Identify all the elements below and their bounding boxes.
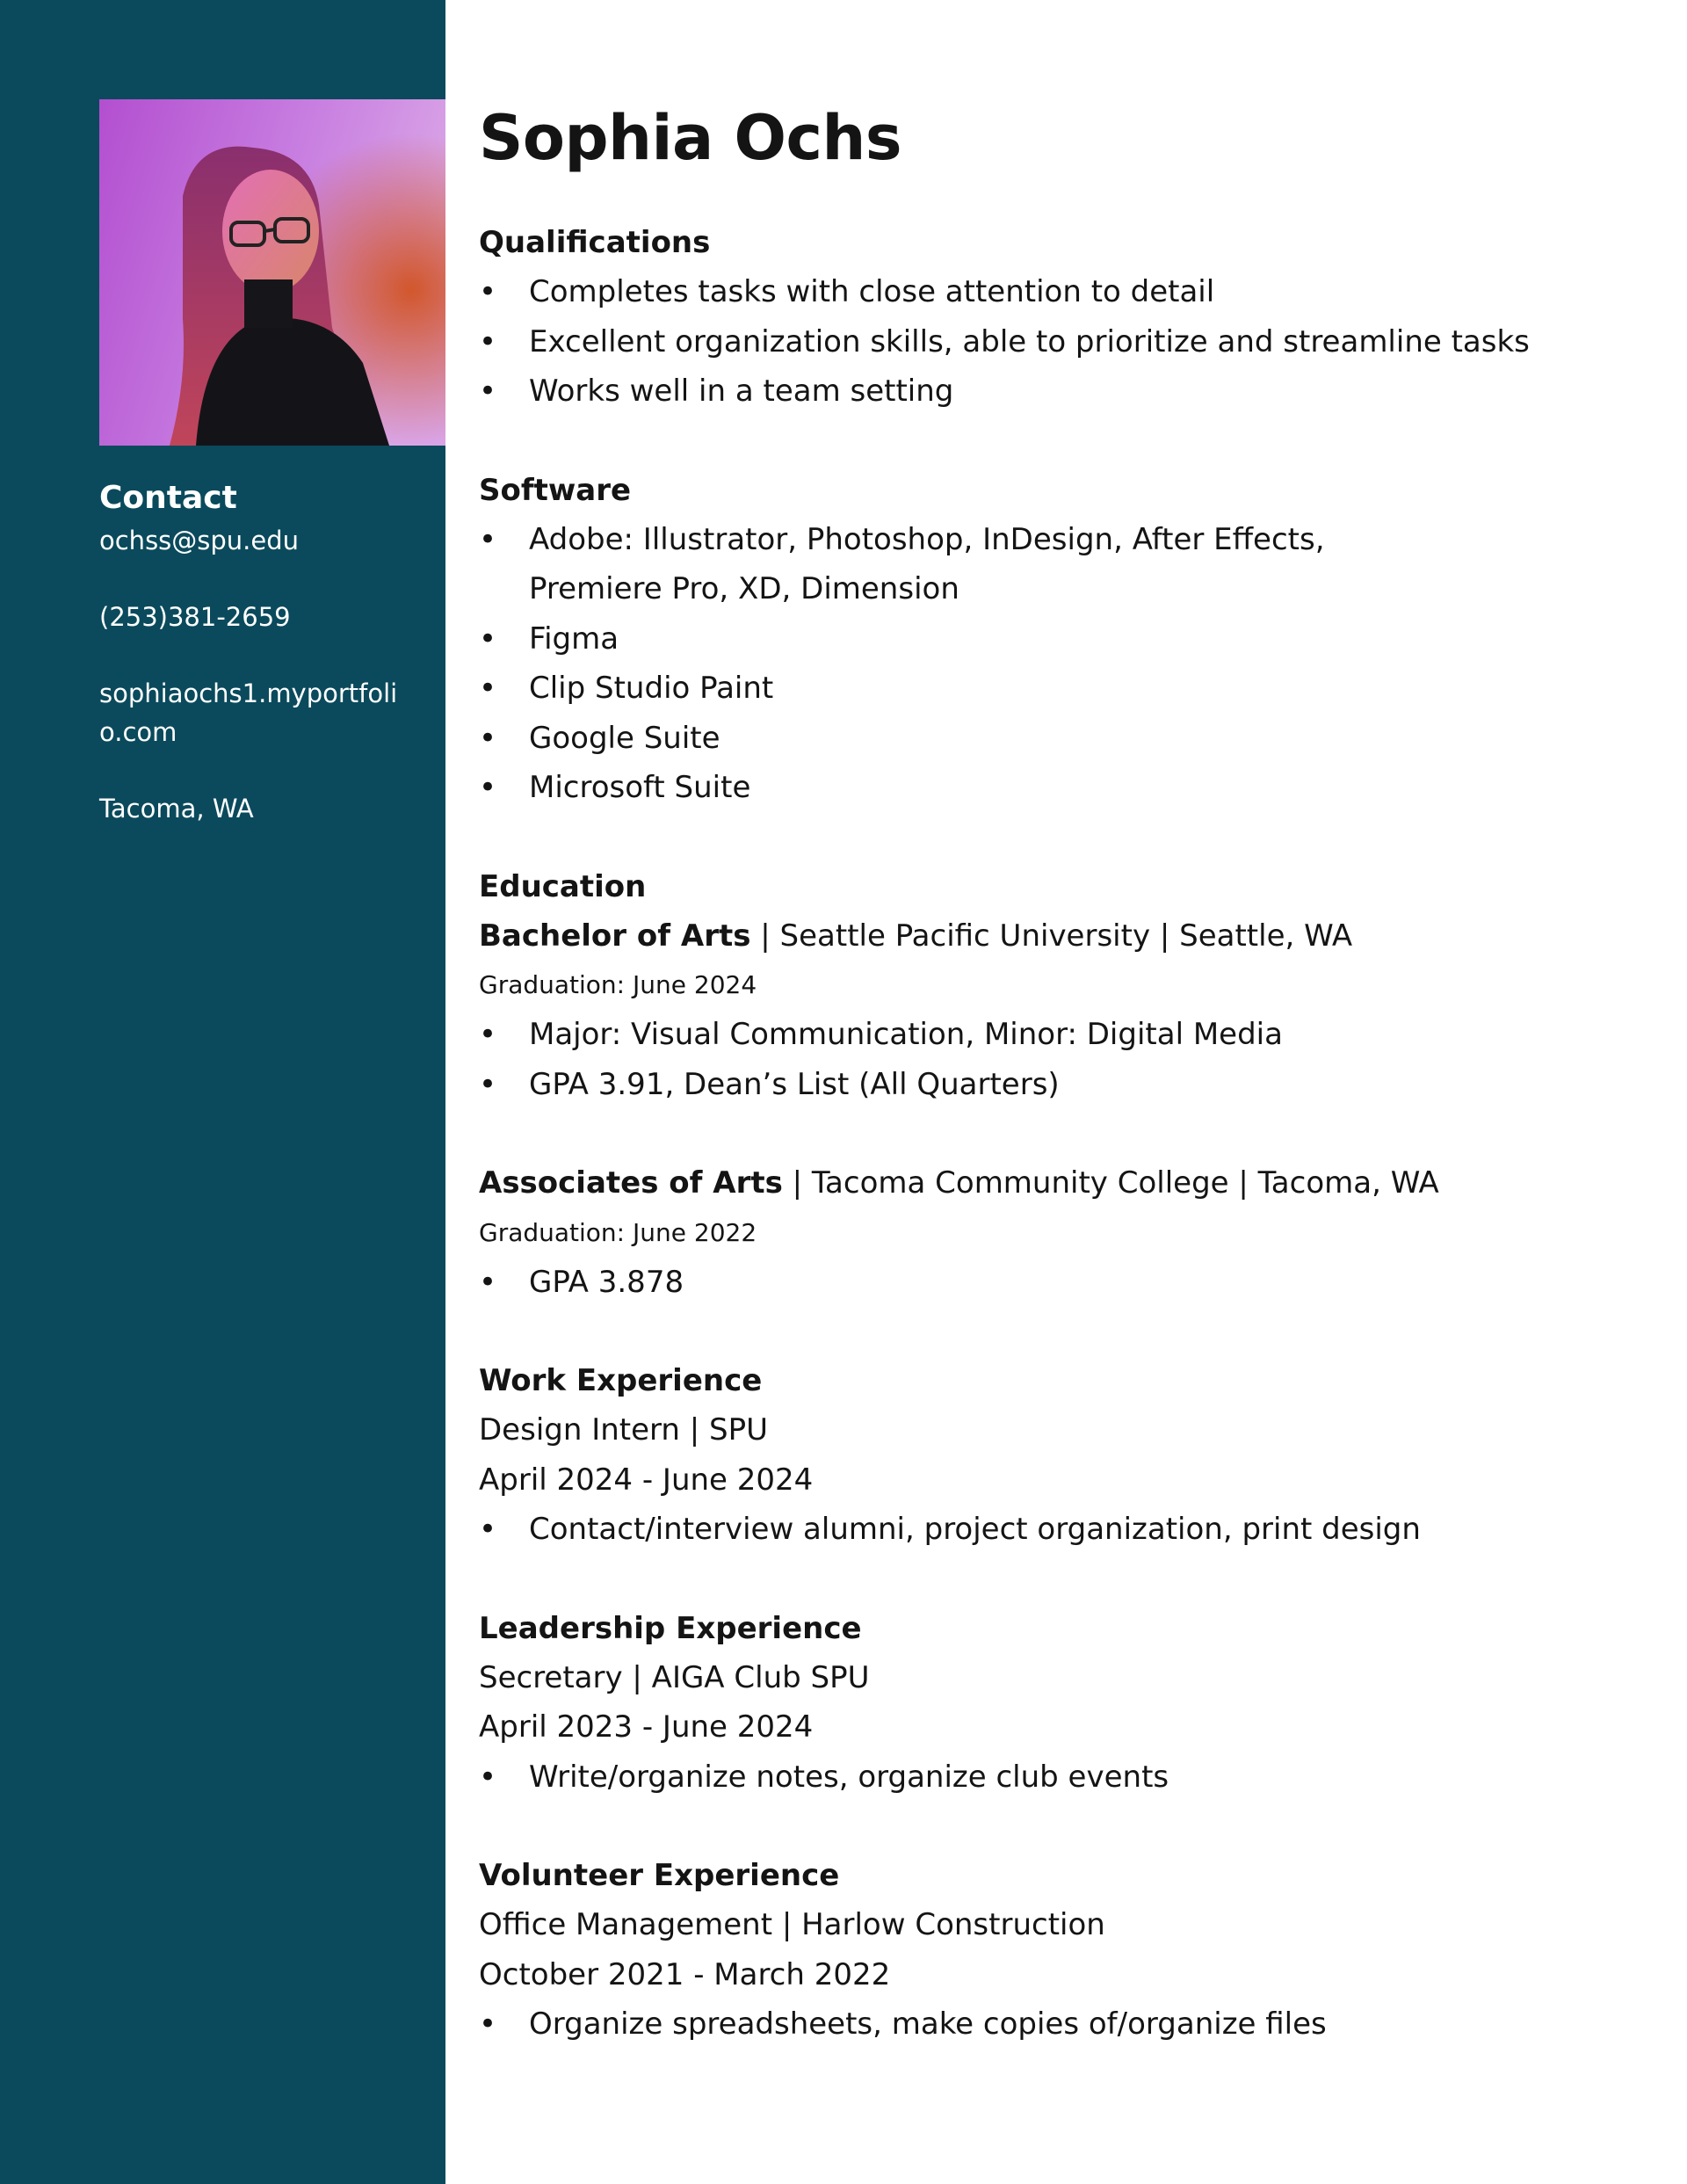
list-item [479, 267, 1656, 317]
section-title: Volunteer Experience [479, 1858, 840, 1893]
volunteer-list [479, 1999, 1656, 2050]
education-entry [479, 911, 1656, 1110]
list-item [479, 1505, 1656, 1555]
education-list [479, 1010, 1656, 1109]
work-section [479, 1356, 1656, 1555]
list-item-text: Major: Visual Communication, Minor: Digital Media [529, 1017, 1283, 1052]
bullet-icon: • [479, 374, 497, 409]
contact-phone[interactable]: (253)381-2659 [99, 602, 291, 632]
software-section [479, 466, 1656, 813]
role-line: Design Intern | SPU [479, 1412, 768, 1448]
degree-line [479, 1158, 1656, 1208]
graduation-date: Graduation: June 2022 [479, 1217, 757, 1247]
profile-photo [99, 99, 445, 446]
list-item-text: Google Suite [529, 720, 720, 756]
date-range: April 2024 - June 2024 [479, 1462, 814, 1498]
contact-location: Tacoma, WA [99, 794, 254, 824]
bullet-icon: • [479, 1759, 497, 1795]
date-range: April 2023 - June 2024 [479, 1709, 814, 1745]
list-item-text: Figma [529, 620, 619, 657]
list-item [479, 1999, 1656, 2050]
list-item-text: Completes tasks with close attention to detail [529, 274, 1215, 309]
education-list [479, 1258, 1656, 1308]
list-item-text: Write/organize notes, organize club events [529, 1759, 1169, 1795]
bullet-icon: • [479, 770, 497, 805]
list-item [479, 664, 1656, 714]
list-item [479, 614, 1656, 664]
list-item-text: GPA 3.878 [529, 1264, 684, 1300]
bullet-icon: • [479, 1264, 497, 1300]
resume-main [479, 98, 1656, 2099]
section-title: Work Experience [479, 1363, 763, 1398]
bullet-icon: • [479, 1066, 497, 1102]
portrait-image [99, 99, 445, 446]
contact-heading: Contact [99, 480, 237, 516]
section-title: Qualifications [479, 225, 711, 260]
list-item-text: Excellent organization skills, able to prioritize and streamline tasks [529, 323, 1530, 359]
list-item-text: Clip Studio Paint [529, 671, 774, 706]
list-item-text: Microsoft Suite [529, 770, 751, 805]
degree-name: Bachelor of Arts [479, 918, 751, 954]
section-title: Leadership Experience [479, 1610, 862, 1646]
bullet-icon: • [479, 323, 497, 359]
volunteer-section [479, 1851, 1656, 2050]
education-section [479, 862, 1656, 1308]
list-item [479, 714, 1656, 764]
bullet-icon: • [479, 1017, 497, 1052]
bullet-icon: • [479, 521, 497, 557]
resume-name: Sophia Ochs [479, 102, 902, 174]
list-item-text: Contact/interview alumni, project organization, print design [529, 1512, 1421, 1547]
software-list [479, 515, 1656, 813]
degree-name: Associates of Arts [479, 1165, 783, 1201]
section-title: Education [479, 868, 647, 904]
contact-email[interactable]: ochss@spu.edu [99, 526, 300, 555]
bullet-icon: • [479, 2006, 497, 2042]
leadership-list [479, 1752, 1656, 1803]
role-line: Secretary | AIGA Club SPU [479, 1659, 870, 1695]
list-item-text: Adobe: Illustrator, Photoshop, InDesign, After Effects, Premiere Pro, XD, Dimension [529, 521, 1325, 606]
degree-line [479, 911, 1656, 961]
section-title: Software [479, 472, 632, 508]
contact-block [99, 477, 433, 866]
list-item-text: Works well in a team setting [529, 374, 954, 409]
list-item [479, 366, 1656, 417]
bullet-icon: • [479, 671, 497, 706]
list-item [479, 1258, 1656, 1308]
qualifications-list [479, 267, 1656, 417]
bullet-icon: • [479, 1512, 497, 1547]
list-item [479, 515, 1372, 614]
list-item-text: Organize spreadsheets, make copies of/organize files [529, 2006, 1327, 2042]
degree-details: | Tacoma Community College | Tacoma, WA [782, 1165, 1439, 1201]
bullet-icon: • [479, 620, 497, 657]
sidebar [0, 0, 445, 2184]
role-line: Office Management | Harlow Construction [479, 1907, 1105, 1942]
list-item [479, 1010, 1656, 1060]
graduation-date: Graduation: June 2024 [479, 970, 757, 999]
contact-website[interactable]: sophiaochs1.myportfolio.com [99, 678, 398, 747]
qualifications-section [479, 218, 1656, 417]
work-list [479, 1505, 1656, 1555]
list-item [479, 1060, 1656, 1110]
list-item-text: GPA 3.91, Dean’s List (All Quarters) [529, 1066, 1060, 1102]
degree-details: | Seattle Pacific University | Seattle, WA [750, 918, 1353, 954]
list-item [479, 763, 1656, 813]
date-range: October 2021 - March 2022 [479, 1956, 891, 1992]
bullet-icon: • [479, 274, 497, 309]
leadership-section [479, 1604, 1656, 1803]
bullet-icon: • [479, 720, 497, 756]
list-item [479, 1752, 1656, 1803]
list-item [479, 317, 1656, 367]
education-entry [479, 1158, 1656, 1307]
